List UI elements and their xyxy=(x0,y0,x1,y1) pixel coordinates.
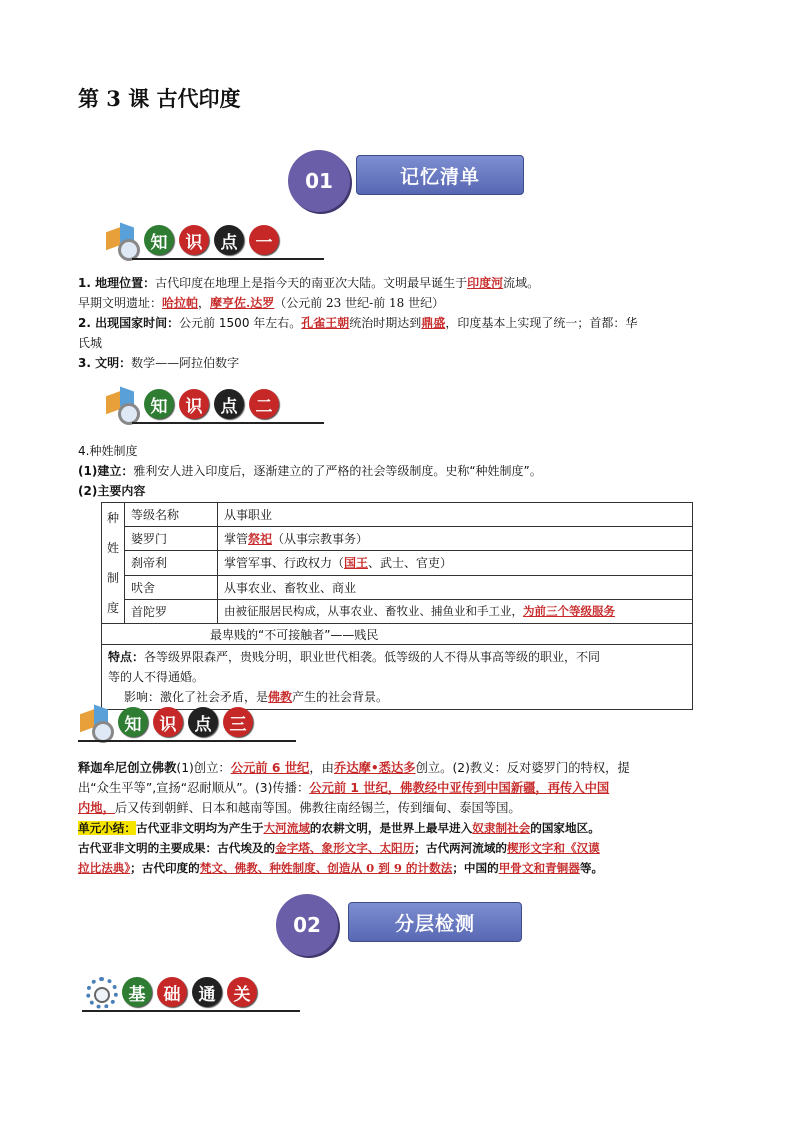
section-banner-memory xyxy=(288,150,538,210)
kp-char: 知 xyxy=(118,707,148,737)
table-header: 等级名称 xyxy=(125,503,218,527)
kp-char: 一 xyxy=(249,225,279,255)
table-side-label: 种 姓 制 度 xyxy=(102,503,125,624)
knowledge-point-1-header xyxy=(104,220,324,260)
kp-char: 关 xyxy=(227,977,257,1007)
kp-char: 础 xyxy=(157,977,187,1007)
table-row: 吠舍 从事农业、畜牧业、商业 xyxy=(102,575,693,599)
caste-system-table xyxy=(101,502,693,710)
kp-char: 点 xyxy=(214,389,244,419)
section-banner-tests xyxy=(276,894,526,954)
cube-search-icon xyxy=(78,705,114,739)
cube-search-icon xyxy=(104,387,140,421)
kp-char: 点 xyxy=(188,707,218,737)
section1-text: 1. 地理位置：古代印度在地理上是指今天的南亚次大陆。文明最早诞生于印度河流域。 早期文明遗址：哈拉帕，摩亨佐.达罗（公元前 23 世纪-前 18 世纪） 2. 出现国家时间：公元前 1500 年左右。孔雀王朝统治时期达到鼎盛，印度基本上实现了统一；首都：华 氏城 3. 文明：数学——阿拉伯数字 xyxy=(78,276,638,370)
table-row: 刹帝利 掌管军事、行政权力（国王、武士、官吏） xyxy=(102,551,693,575)
section-number: 02 xyxy=(276,894,338,956)
section-number: 01 xyxy=(288,150,350,212)
kp-char: 知 xyxy=(144,389,174,419)
section2-text: 4.种姓制度 (1)建立：雅利安人进入印度后，逐渐建立的了严格的社会等级制度。史称“种姓制度”。 (2)主要内容 xyxy=(78,444,542,498)
section-label: 分层检测 xyxy=(348,902,522,942)
kp-char: 识 xyxy=(179,389,209,419)
table-row: 特点：各等级界限森严，贵贱分明，职业世代相袭。低等级的人不得从事高等级的职业，不同 等的人不得通婚。 影响：激化了社会矛盾，是佛教产生的社会背景。 xyxy=(102,645,693,710)
knowledge-point-2-header xyxy=(104,384,324,424)
table-row: 婆罗门 掌管祭祀（从事宗教事务） xyxy=(102,527,693,551)
kp-char: 三 xyxy=(223,707,253,737)
kp-char: 通 xyxy=(192,977,222,1007)
table-row: 最卑贱的“不可接触者”——贱民 xyxy=(102,624,693,645)
kp-char: 二 xyxy=(249,389,279,419)
kp-char: 知 xyxy=(144,225,174,255)
basic-pass-header xyxy=(82,972,300,1012)
kp-char: 识 xyxy=(153,707,183,737)
section-label: 记忆清单 xyxy=(356,155,524,195)
gear-search-icon xyxy=(82,975,118,1009)
kp-char: 基 xyxy=(122,977,152,1007)
section3-text: 释迦牟尼创立佛教(1)创立：公元前 6 世纪，由乔达摩•悉达多创立。(2)教义：反对婆罗门的特权，提 出“众生平等”,宣扬“忍耐顺从”。(3)传播：公元前 1 世纪，佛教经中亚传到中国新疆，再传入中国 内地，后又传到朝鲜、日本和越南等国。佛教往南经锡兰，传到缅甸、泰国等国。 单元小结：古代亚非文明均为产生于大河流域的农耕文明，是世界上最早进入奴隶制社会的国家地区。 古代亚非文明的主要成果：古代埃及的金字塔、象形文字、太阳历；古代两河流域的楔形文字和《汉谟 拉比法典》；古代印度的梵文、佛教、种姓制度、创造从 0 到 9 的计数法；中国的甲骨文和青铜器等。 xyxy=(78,761,630,875)
page-title: 第 3 课 古代印度 xyxy=(78,86,241,111)
kp-char: 识 xyxy=(179,225,209,255)
cube-search-icon xyxy=(104,223,140,257)
knowledge-point-3-header xyxy=(78,702,296,742)
table-row: 首陀罗 由被征服居民构成，从事农业、畜牧业、捕鱼业和手工业，为前三个等级服务 xyxy=(102,599,693,623)
table-header: 从事职业 xyxy=(218,503,693,527)
kp-char: 点 xyxy=(214,225,244,255)
